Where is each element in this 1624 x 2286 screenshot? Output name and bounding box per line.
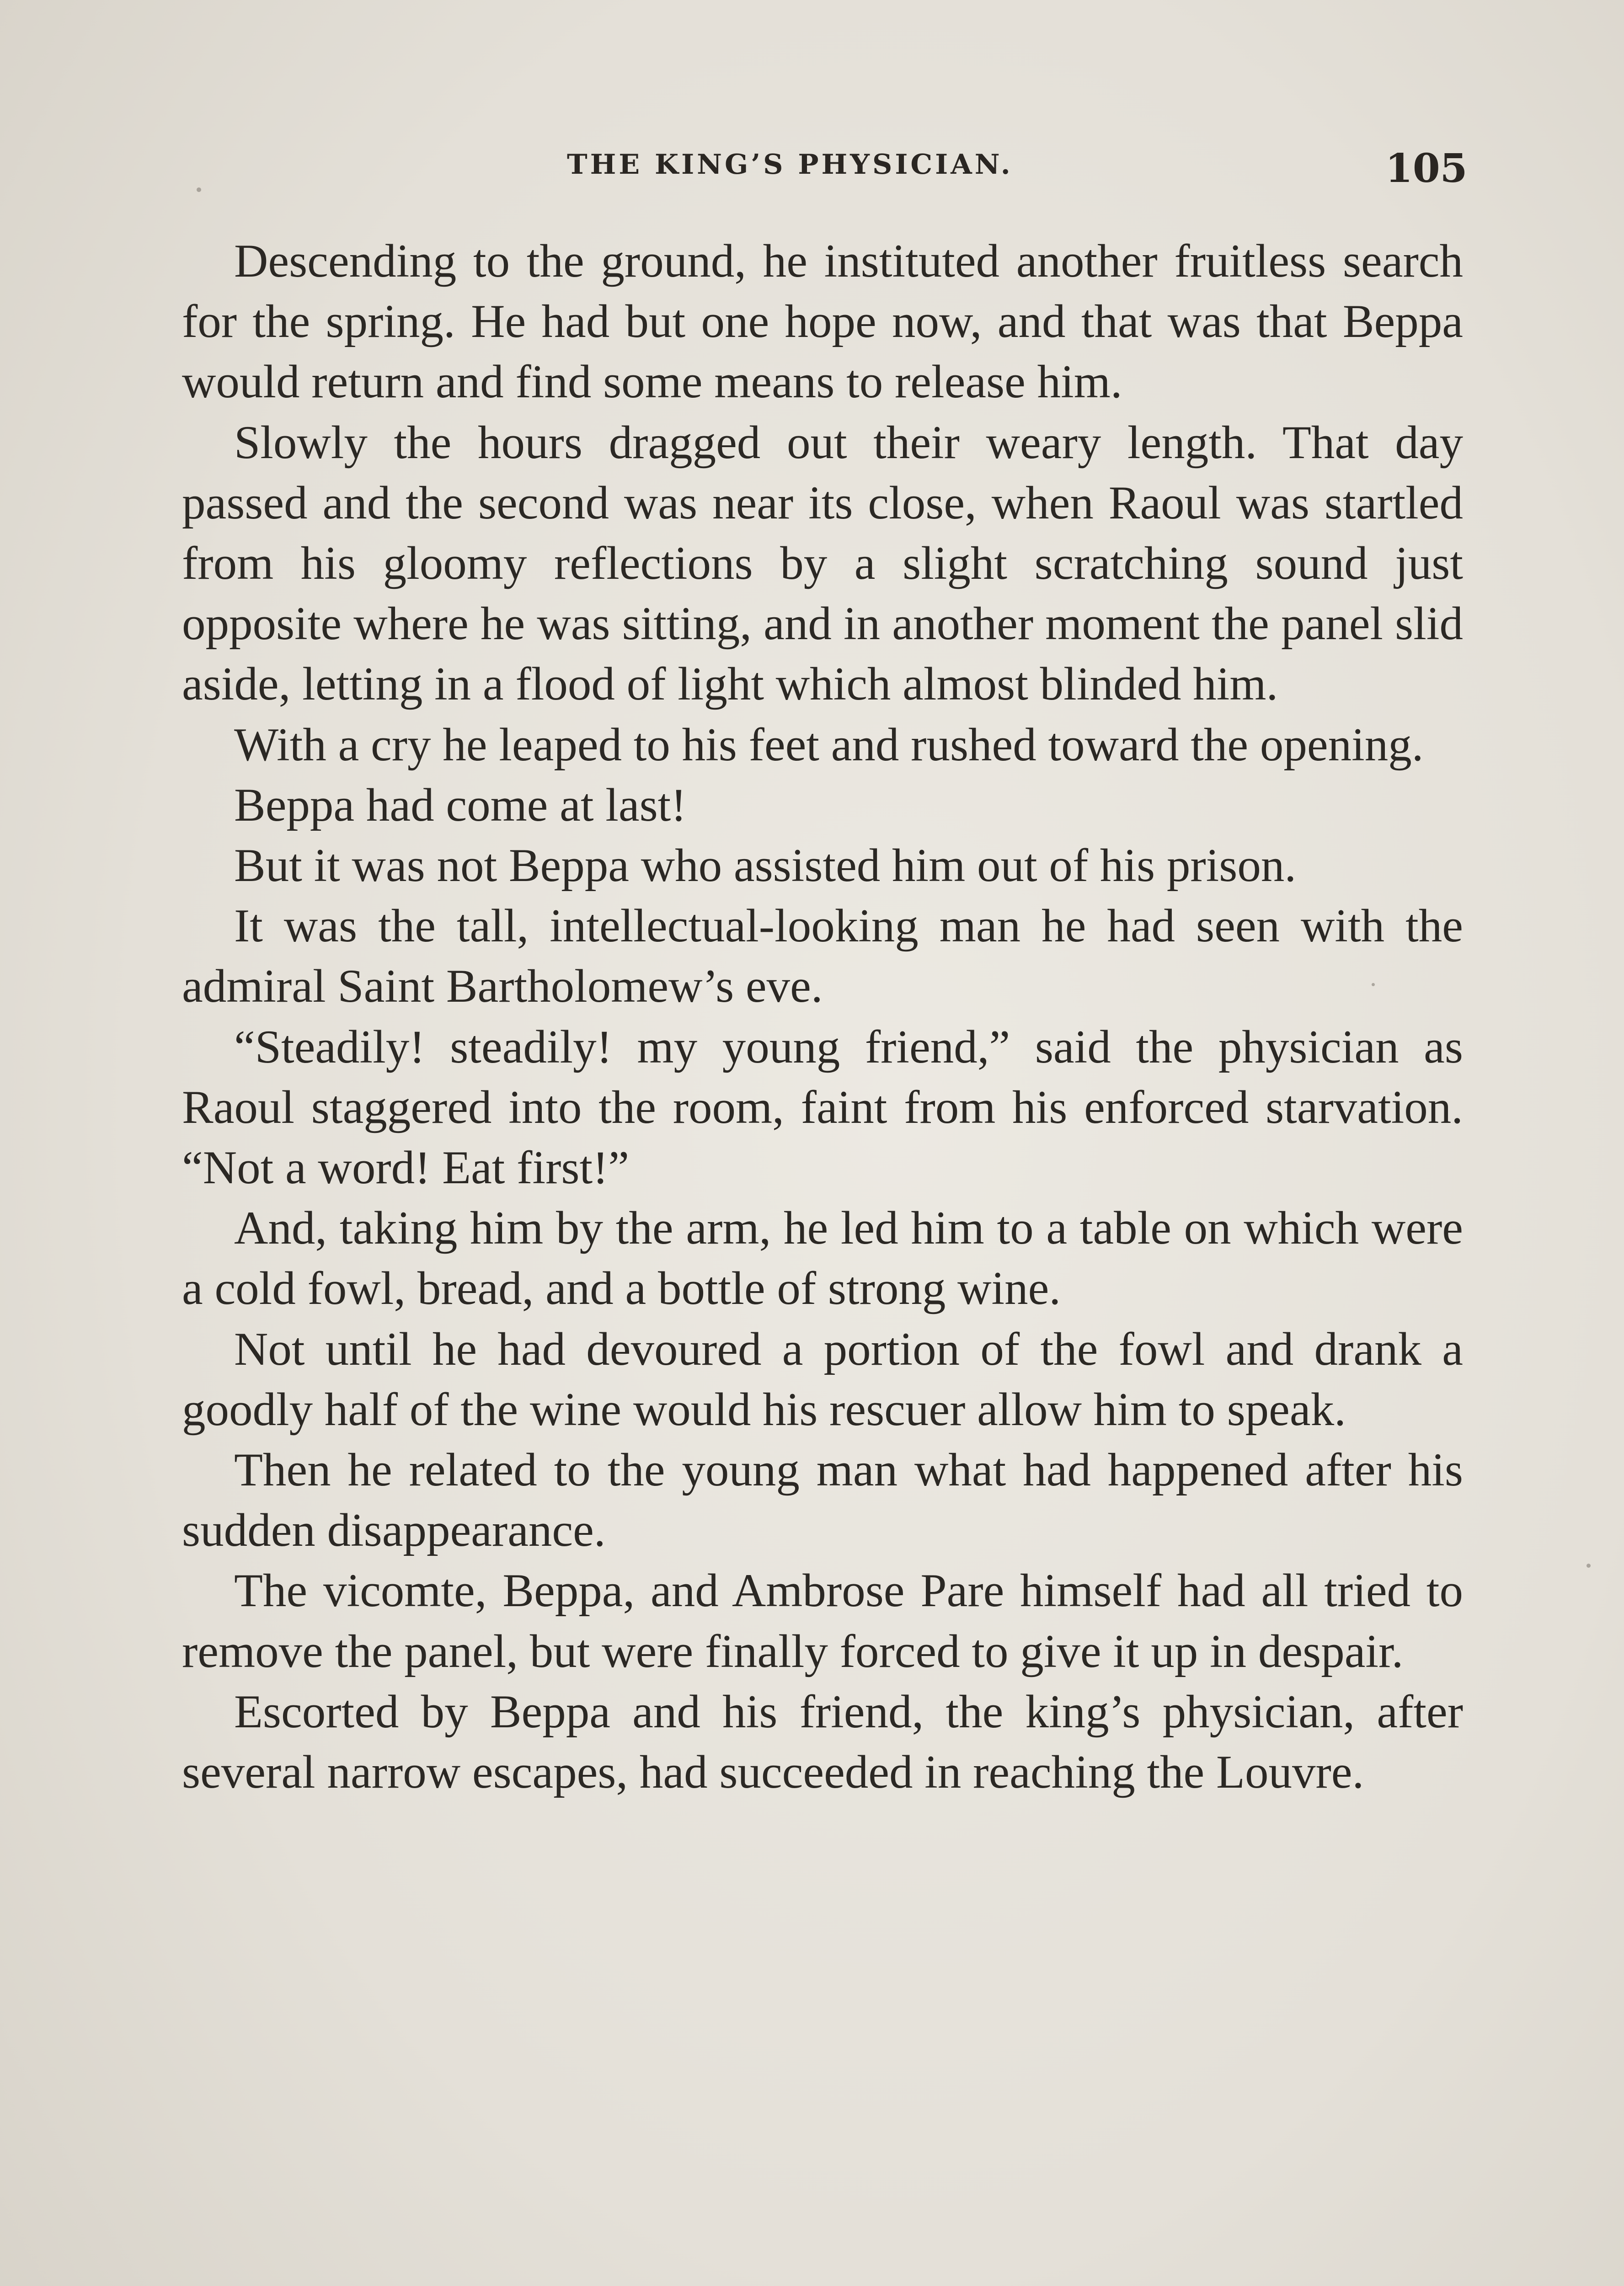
- running-head: THE KING’S PHYSICIAN.: [567, 149, 1013, 181]
- paper-speck: [197, 187, 201, 192]
- page-number: 105: [1385, 145, 1468, 192]
- paragraph: Then he related to the young man what had happened after his sudden disappearance.: [182, 1444, 1463, 1557]
- paragraph: The vicomte, Beppa, and Ambrose Pare himself had all tried to remove the panel, but were finally forced to give it up in despair.: [182, 1565, 1463, 1677]
- paragraph: Slowly the hours dragged out their weary length. That day passed and the second was near its close, when Raoul was startled from his gloomy reflections by a slight scratching sound just opposite where he was sitting, and in another moment the panel slid aside, letting in a flood of light which almost blinded him.: [182, 416, 1463, 710]
- paragraph: It was the tall, intellectual-looking man he had seen with the admiral Saint Bartholomew’s eve.: [182, 900, 1463, 1013]
- paragraph: “Steadily! steadily! my young friend,” said the physician as Raoul staggered into the room, faint from his enforced starvation. “Not a word! Eat first!”: [182, 1020, 1463, 1194]
- paragraph: But it was not Beppa who assisted him out of his prison.: [234, 839, 1297, 892]
- paragraph: With a cry he leaped to his feet and rushed toward the opening.: [234, 718, 1424, 771]
- paragraph: And, taking him by the arm, he led him to a table on which were a cold fowl, bread, and a bottle of strong wine.: [182, 1202, 1463, 1315]
- paragraph: Escorted by Beppa and his friend, the king’s physician, after several narrow escapes, had succeeded in reaching the Louvre.: [182, 1685, 1463, 1799]
- paragraph: Beppa had come at last!: [234, 779, 687, 831]
- paragraph: Descending to the ground, he instituted another fruitless search for the spring. He had but one hope now, and that was that Beppa would return and find some means to release him.: [182, 235, 1463, 408]
- paper-speck: [1372, 983, 1375, 986]
- paragraph: Not until he had devoured a portion of the fowl and drank a goodly half of the wine would his rescuer allow him to speak.: [182, 1323, 1463, 1436]
- body-text: [182, 231, 1463, 1802]
- paper-speck: [1587, 1564, 1591, 1568]
